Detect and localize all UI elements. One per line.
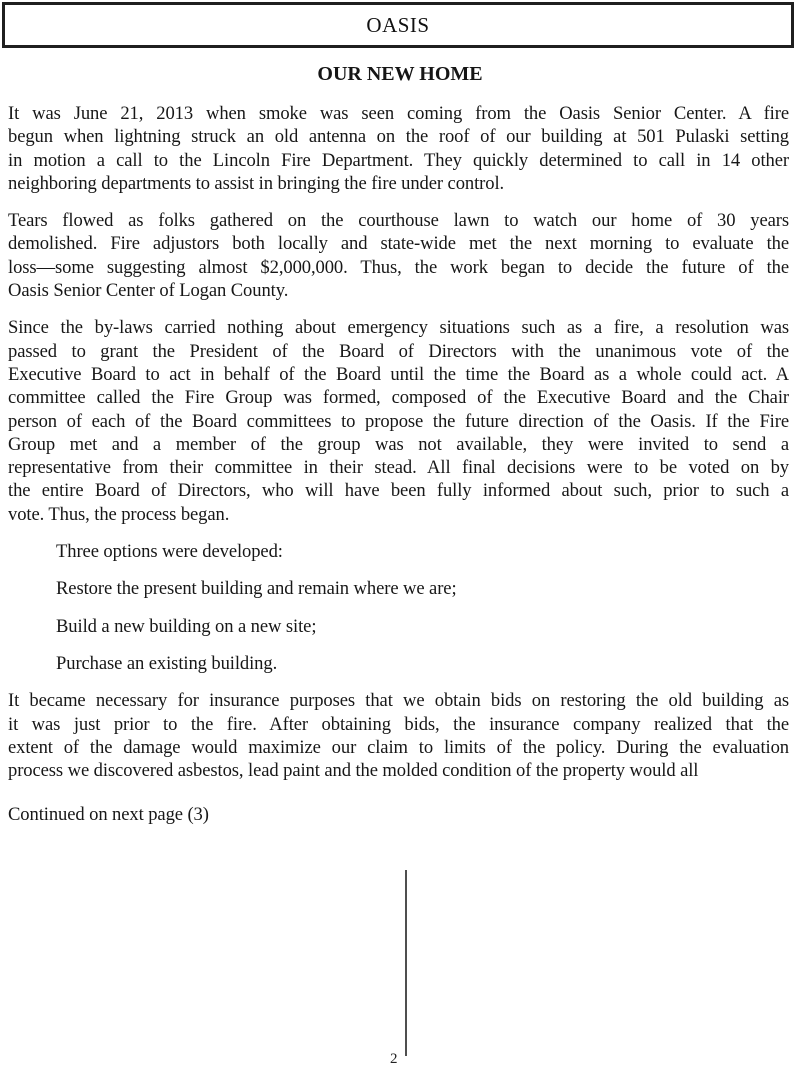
text-line: It was June 21, 2013 when smoke was seen coming from the Oasis Senior Center. A fire bbox=[8, 103, 789, 124]
text-line: Since the by-laws carried nothing about emergency situations such as a fire, a resolution was bbox=[8, 317, 789, 339]
text-line: process we discovered asbestos, lead paint and the molded condition of the property would all bbox=[8, 760, 699, 782]
text-line: loss—some suggesting almost $2,000,000. Thus, the work began to decide the future of the bbox=[8, 256, 789, 278]
masthead-title: OASIS bbox=[366, 12, 430, 37]
option-line: Restore the present building and remain where we are; bbox=[56, 578, 457, 600]
text-line: neighboring departments to assist in bringing the fire under control. bbox=[8, 172, 505, 194]
paragraph bbox=[8, 209, 789, 302]
page-number: 2 bbox=[390, 1051, 398, 1067]
text-line: committee called the Fire Group was formed, composed of the Executive Board and the Chair bbox=[8, 387, 789, 409]
text-line: it was just prior to the fire. After obtaining bids, the insurance company realized that the bbox=[8, 713, 789, 735]
text-line: vote. Thus, the process began. bbox=[8, 503, 230, 525]
option-line: Three options were developed: bbox=[56, 541, 283, 563]
article-body bbox=[8, 102, 789, 827]
option-line: Build a new building on a new site; bbox=[56, 615, 317, 637]
text-line: in motion a call to the Lincoln Fire Department. They quickly determined to call in 14 other bbox=[8, 149, 789, 171]
paragraph bbox=[8, 102, 789, 195]
text-line: extent of the damage would maximize our claim to limits of the policy. During the evaluation bbox=[8, 736, 789, 758]
page bbox=[0, 2, 800, 1078]
continued-note: Continued on next page (3) bbox=[8, 804, 209, 826]
text-line: begun when lightning struck an old antenna on the roof of our building at 501 Pulaski setting bbox=[8, 126, 789, 148]
text-line: the entire Board of Directors, who will have been fully informed about such, prior to such a bbox=[8, 480, 789, 502]
text-line: Executive Board to act in behalf of the Board until the time the Board as a whole could act. A bbox=[8, 363, 789, 385]
article-title: OUR NEW HOME bbox=[317, 63, 483, 85]
text-line: It became necessary for insurance purposes that we obtain bids on restoring the old building as bbox=[8, 690, 789, 712]
column-divider-line bbox=[405, 870, 407, 1056]
text-line: person of each of the Board committees to propose the future direction of the Oasis. If the Fire bbox=[8, 410, 789, 432]
text-line: demolished. Fire adjustors both locally and state-wide met the next morning to evaluate the bbox=[8, 233, 789, 255]
paragraph bbox=[8, 316, 789, 526]
text-line: Oasis Senior Center of Logan County. bbox=[8, 280, 289, 302]
option-line: Purchase an existing building. bbox=[56, 652, 278, 674]
text-line: passed to grant the President of the Board of Directors with the unanimous vote of the bbox=[8, 340, 789, 362]
text-line: Group met and a member of the group was not available, they were invited to send a bbox=[8, 433, 789, 455]
paragraph bbox=[8, 689, 789, 782]
text-line: representative from their committee in their stead. All final decisions were to be voted on by bbox=[8, 457, 789, 479]
text-line: Tears flowed as folks gathered on the courthouse lawn to watch our home of 30 years bbox=[8, 210, 789, 232]
masthead-box bbox=[2, 2, 794, 48]
